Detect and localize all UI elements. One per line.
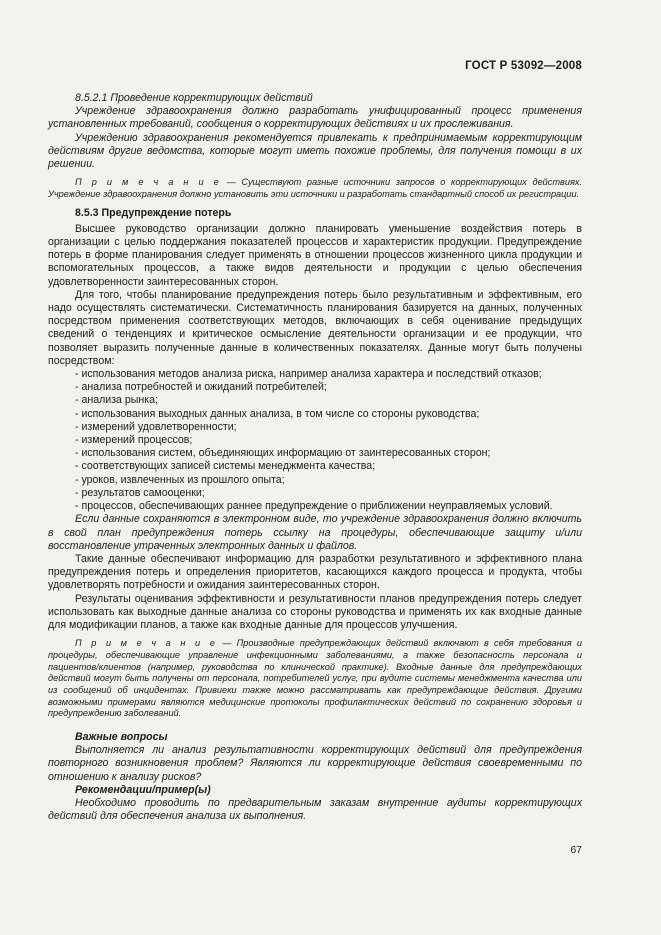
source-list: [48, 368, 582, 513]
note-text: — Производные предупреждающих действий включают в себя требования и процедуры, обеспечивающие управление инфекционными заболеваниями, а также безопасность персонала и пациентов/клиентов (например, руководства по клинической практике). Входные данные для предупреждающих действий могут быть получены от персонала, потребителей услуг, при вудите системы менеджмента качества или из сообщений об инцидентах. Привиеки также можно рассматривать как предупреждающие действия. Другими возможными примерами являются медицинские протоколы профилактических действий по сохранению здоровья и предупреждению заболеваний.: [48, 638, 582, 719]
list-item: - анализа рынка;: [75, 394, 158, 407]
list-item: - использования выходных данных анализа, в том числе со стороны руководства;: [75, 407, 480, 420]
paragraph: Такие данные обеспечивают информацию для разработки результативного и эффективного плана предупреждения потерь и определения приоритетов, касающихся каждого процесса и продукта, чтобы удовлетворять потребности и ожидания заинтересованных сторон.: [48, 552, 582, 592]
paragraph: Если данные сохраняются в электронном виде, то учреждение здравоохранения должно включить в свой план предупреждения потерь ссылку на процедуры, обеспечивающие защиту и/или восстановление утраченных электронных данных и файлов.: [48, 513, 582, 552]
list-item: - процессов, обеспечивающих раннее предупреждение о приближении неуправляемых условий.: [75, 500, 553, 513]
page-number: 67: [570, 844, 582, 856]
important-questions-heading: Важные вопросы: [75, 731, 168, 744]
list-item: - использования систем, объединяющих информацию от заинтересованных сторон;: [75, 447, 491, 460]
heading-8521: 8.5.2.1 Проведение корректирующих действий: [75, 92, 313, 104]
list-item: - измерений процессов;: [75, 434, 193, 447]
paragraph: Учреждение здравоохранения должно разработать унифицированный процесс применения установленных требований, сообщения о корректирующих действиях и их прослеживания.: [48, 105, 582, 131]
heading-853: 8.5.3 Предупреждение потерь: [75, 206, 232, 219]
note-lead: П р и м е ч а н и е: [75, 177, 221, 188]
list-item: - использования методов анализа риска, например анализа характера и последствий отказов;: [75, 368, 542, 381]
standard-code: ГОСТ Р 53092—2008: [465, 60, 582, 72]
paragraph: Для того, чтобы планирование предупреждения потерь было результативным и эффективным, его надо осуществлять систематически. Систематичность планирования базируется на данных, полученных посредством применения соответствующих методов, включающих в себя оценивание предыдущих сведений о тенденциях и критическое осмысление деятельности организации и ее продукции, что позволяет выразить полученные данные в количественных показателях. Данные могут быть получены посредством:: [48, 288, 582, 367]
paragraph: Необходимо проводить по предварительным заказам внутренние аудиты корректирующих действий для обеспечения анализа их выполнения.: [48, 797, 582, 823]
list-item: - уроков, извлеченных из прошлого опыта;: [75, 473, 285, 486]
paragraph: Учреждению здравоохранения рекомендуется привлекать к предпринимаемым корректирующим действиям другие ведомства, которые могут иметь похожие проблемы, для получения помощи в их решении.: [48, 131, 582, 171]
list-item: - результатов самооценки;: [75, 486, 205, 499]
list-item: - анализа потребностей и ожиданий потребителей;: [75, 381, 327, 394]
paragraph: Высшее руководство организации должно планировать уменьшение воздействия потерь в организации с целью поддержания показателей процессов и характеристик продукции. Предупреждение потерь в форме планирования следует применять в отношении процессов жизненного цикла продукции и вспомогательных процессов, а также видов деятельности и продукции с целью обеспечения удовлетворенности заинтересованных сторон.: [48, 222, 582, 288]
note: [48, 638, 582, 720]
list-item: - соответствующих записей системы менеджмента качества;: [75, 460, 376, 473]
document-body: [48, 92, 582, 823]
recommendations-heading: Рекомендации/пример(ы): [75, 783, 211, 796]
note: [48, 177, 582, 200]
paragraph: Результаты оценивания эффективности и результативности планов предупреждения потерь следует использовать как выходные данные анализа со стороны руководства и применять их как входные данные для модификации планов, а также как входные данные для процессов улучшения.: [48, 592, 582, 631]
note-lead: П р и м е ч а н и е: [75, 638, 218, 649]
note-text: — Существуют разные источники запросов о корректирующих действиях. Учреждение здравоохранения должно установить эти источники и разработать стандартный способ их регистрации.: [48, 177, 583, 199]
paragraph: Выполняется ли анализ результативности корректирующих действий для предупреждения повторного возникновения проблем? Являются ли корректирующие действия своевременными по отношению к анализу рисков?: [48, 744, 582, 783]
list-item: - измерений удовлетворенности;: [75, 420, 237, 433]
